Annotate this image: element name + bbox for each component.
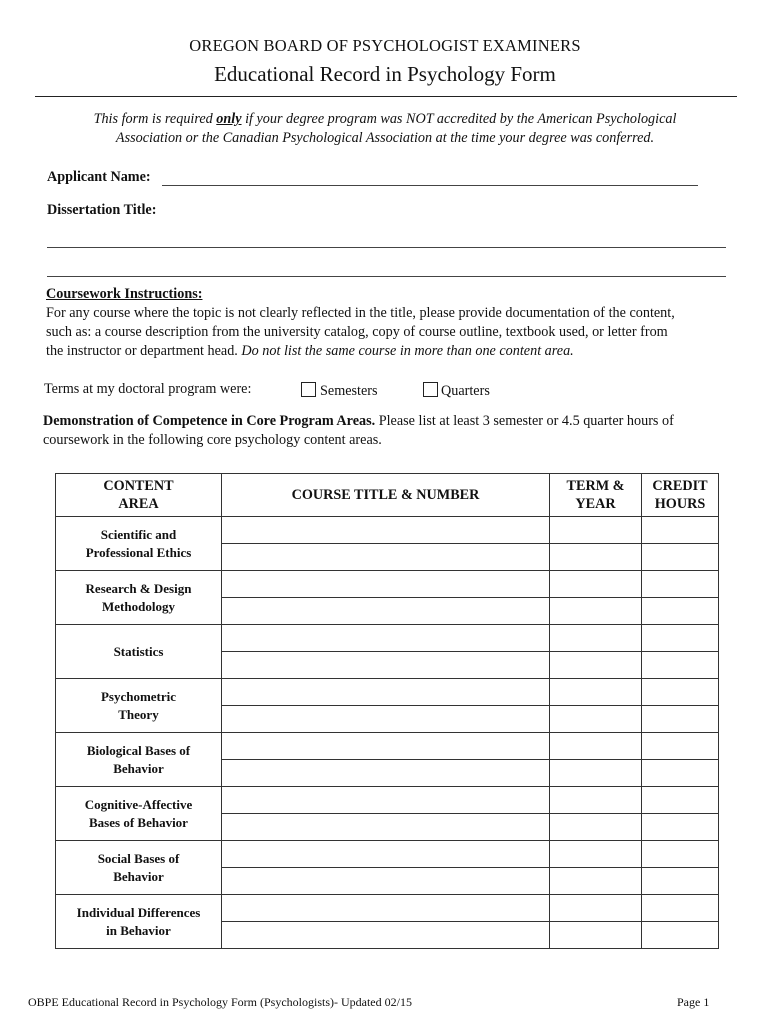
title-divider bbox=[35, 96, 737, 97]
organization-heading: OREGON BOARD OF PSYCHOLOGIST EXAMINERS bbox=[189, 36, 581, 55]
term-year-input[interactable] bbox=[550, 841, 642, 868]
semesters-label: Semesters bbox=[320, 383, 378, 399]
content-area-cell: Individual Differences in Behavior bbox=[56, 895, 222, 949]
credit-hours-input[interactable] bbox=[642, 868, 719, 895]
applicant-name-label: Applicant Name: bbox=[47, 169, 151, 185]
credit-hours-input[interactable] bbox=[642, 922, 719, 949]
table-row bbox=[56, 571, 719, 598]
content-area-cell: Scientific and Professional Ethics bbox=[56, 517, 222, 571]
credit-hours-input[interactable] bbox=[642, 652, 719, 679]
term-year-input[interactable] bbox=[550, 544, 642, 571]
term-year-input[interactable] bbox=[550, 706, 642, 733]
table-row bbox=[56, 841, 719, 868]
intro-line-1: This form is required only if your degree program was NOT accredited by the American Psychological bbox=[93, 111, 677, 127]
coursework-table bbox=[55, 473, 719, 949]
term-year-input[interactable] bbox=[550, 787, 642, 814]
table-row bbox=[56, 733, 719, 760]
credit-hours-input[interactable] bbox=[642, 733, 719, 760]
credit-hours-input[interactable] bbox=[642, 760, 719, 787]
course-title-input[interactable] bbox=[222, 922, 550, 949]
credit-hours-input[interactable] bbox=[642, 598, 719, 625]
dissertation-title-label: Dissertation Title: bbox=[47, 202, 157, 218]
course-title-input[interactable] bbox=[222, 706, 550, 733]
demonstration-line-1: Demonstration of Competence in Core Program Areas. Please list at least 3 semester or 4.5 quarter hours of bbox=[43, 413, 674, 429]
content-area-cell: Statistics bbox=[56, 625, 222, 679]
term-year-input[interactable] bbox=[550, 517, 642, 544]
course-title-input[interactable] bbox=[222, 625, 550, 652]
header-content-area: CONTENT AREA bbox=[56, 474, 222, 517]
credit-hours-input[interactable] bbox=[642, 517, 719, 544]
coursework-line-2: such as: a course description from the university catalog, copy of course outline, textbook used, or letter from bbox=[46, 324, 668, 340]
header-course-title: COURSE TITLE & NUMBER bbox=[222, 474, 550, 517]
term-year-input[interactable] bbox=[550, 625, 642, 652]
coursework-line-3: the instructor or department head. Do not list the same course in more than one content area. bbox=[46, 343, 574, 359]
applicant-name-field[interactable] bbox=[162, 185, 698, 186]
course-title-input[interactable] bbox=[222, 598, 550, 625]
intro-line-2: Association or the Canadian Psychological Association at the time your degree was conferred. bbox=[115, 130, 655, 146]
credit-hours-input[interactable] bbox=[642, 706, 719, 733]
credit-hours-input[interactable] bbox=[642, 787, 719, 814]
credit-hours-input[interactable] bbox=[642, 625, 719, 652]
course-title-input[interactable] bbox=[222, 733, 550, 760]
terms-label: Terms at my doctoral program were: bbox=[44, 381, 252, 397]
course-title-input[interactable] bbox=[222, 841, 550, 868]
course-title-input[interactable] bbox=[222, 787, 550, 814]
coursework-line-1: For any course where the topic is not clearly reflected in the title, please provide documentation of the content, bbox=[46, 305, 675, 321]
dissertation-title-field-1[interactable] bbox=[47, 247, 726, 248]
dissertation-title-field-2[interactable] bbox=[47, 276, 726, 277]
table-row bbox=[56, 895, 719, 922]
coursework-table-body bbox=[56, 517, 719, 949]
course-title-input[interactable] bbox=[222, 544, 550, 571]
credit-hours-input[interactable] bbox=[642, 841, 719, 868]
content-area-cell: Psychometric Theory bbox=[56, 679, 222, 733]
term-year-input[interactable] bbox=[550, 814, 642, 841]
footer-form-id: OBPE Educational Record in Psychology Form (Psychologists)- Updated 02/15 bbox=[28, 995, 412, 1009]
emphasis-only: only bbox=[216, 111, 242, 127]
course-title-input[interactable] bbox=[222, 679, 550, 706]
content-area-cell: Biological Bases of Behavior bbox=[56, 733, 222, 787]
quarters-checkbox[interactable] bbox=[423, 382, 438, 397]
credit-hours-input[interactable] bbox=[642, 895, 719, 922]
content-area-cell: Social Bases of Behavior bbox=[56, 841, 222, 895]
course-title-input[interactable] bbox=[222, 814, 550, 841]
table-row bbox=[56, 625, 719, 652]
coursework-heading: Coursework Instructions: bbox=[46, 286, 203, 302]
course-title-input[interactable] bbox=[222, 760, 550, 787]
demonstration-line-2: coursework in the following core psychology content areas. bbox=[43, 432, 382, 448]
credit-hours-input[interactable] bbox=[642, 544, 719, 571]
term-year-input[interactable] bbox=[550, 598, 642, 625]
content-area-cell: Research & Design Methodology bbox=[56, 571, 222, 625]
table-row bbox=[56, 679, 719, 706]
course-title-input[interactable] bbox=[222, 868, 550, 895]
table-header-row bbox=[56, 474, 719, 517]
term-year-input[interactable] bbox=[550, 652, 642, 679]
semesters-checkbox[interactable] bbox=[301, 382, 316, 397]
table-row bbox=[56, 517, 719, 544]
term-year-input[interactable] bbox=[550, 895, 642, 922]
header-term-year: TERM & YEAR bbox=[550, 474, 642, 517]
term-year-input[interactable] bbox=[550, 868, 642, 895]
course-title-input[interactable] bbox=[222, 571, 550, 598]
quarters-label: Quarters bbox=[441, 383, 490, 399]
credit-hours-input[interactable] bbox=[642, 814, 719, 841]
content-area-cell: Cognitive-Affective Bases of Behavior bbox=[56, 787, 222, 841]
term-year-input[interactable] bbox=[550, 733, 642, 760]
form-title: Educational Record in Psychology Form bbox=[214, 62, 556, 86]
header-credit-hours: CREDIT HOURS bbox=[642, 474, 719, 517]
credit-hours-input[interactable] bbox=[642, 679, 719, 706]
footer-page-number: Page 1 bbox=[677, 995, 710, 1009]
course-title-input[interactable] bbox=[222, 517, 550, 544]
term-year-input[interactable] bbox=[550, 922, 642, 949]
term-year-input[interactable] bbox=[550, 679, 642, 706]
course-title-input[interactable] bbox=[222, 652, 550, 679]
table-row bbox=[56, 787, 719, 814]
term-year-input[interactable] bbox=[550, 760, 642, 787]
credit-hours-input[interactable] bbox=[642, 571, 719, 598]
course-title-input[interactable] bbox=[222, 895, 550, 922]
term-year-input[interactable] bbox=[550, 571, 642, 598]
